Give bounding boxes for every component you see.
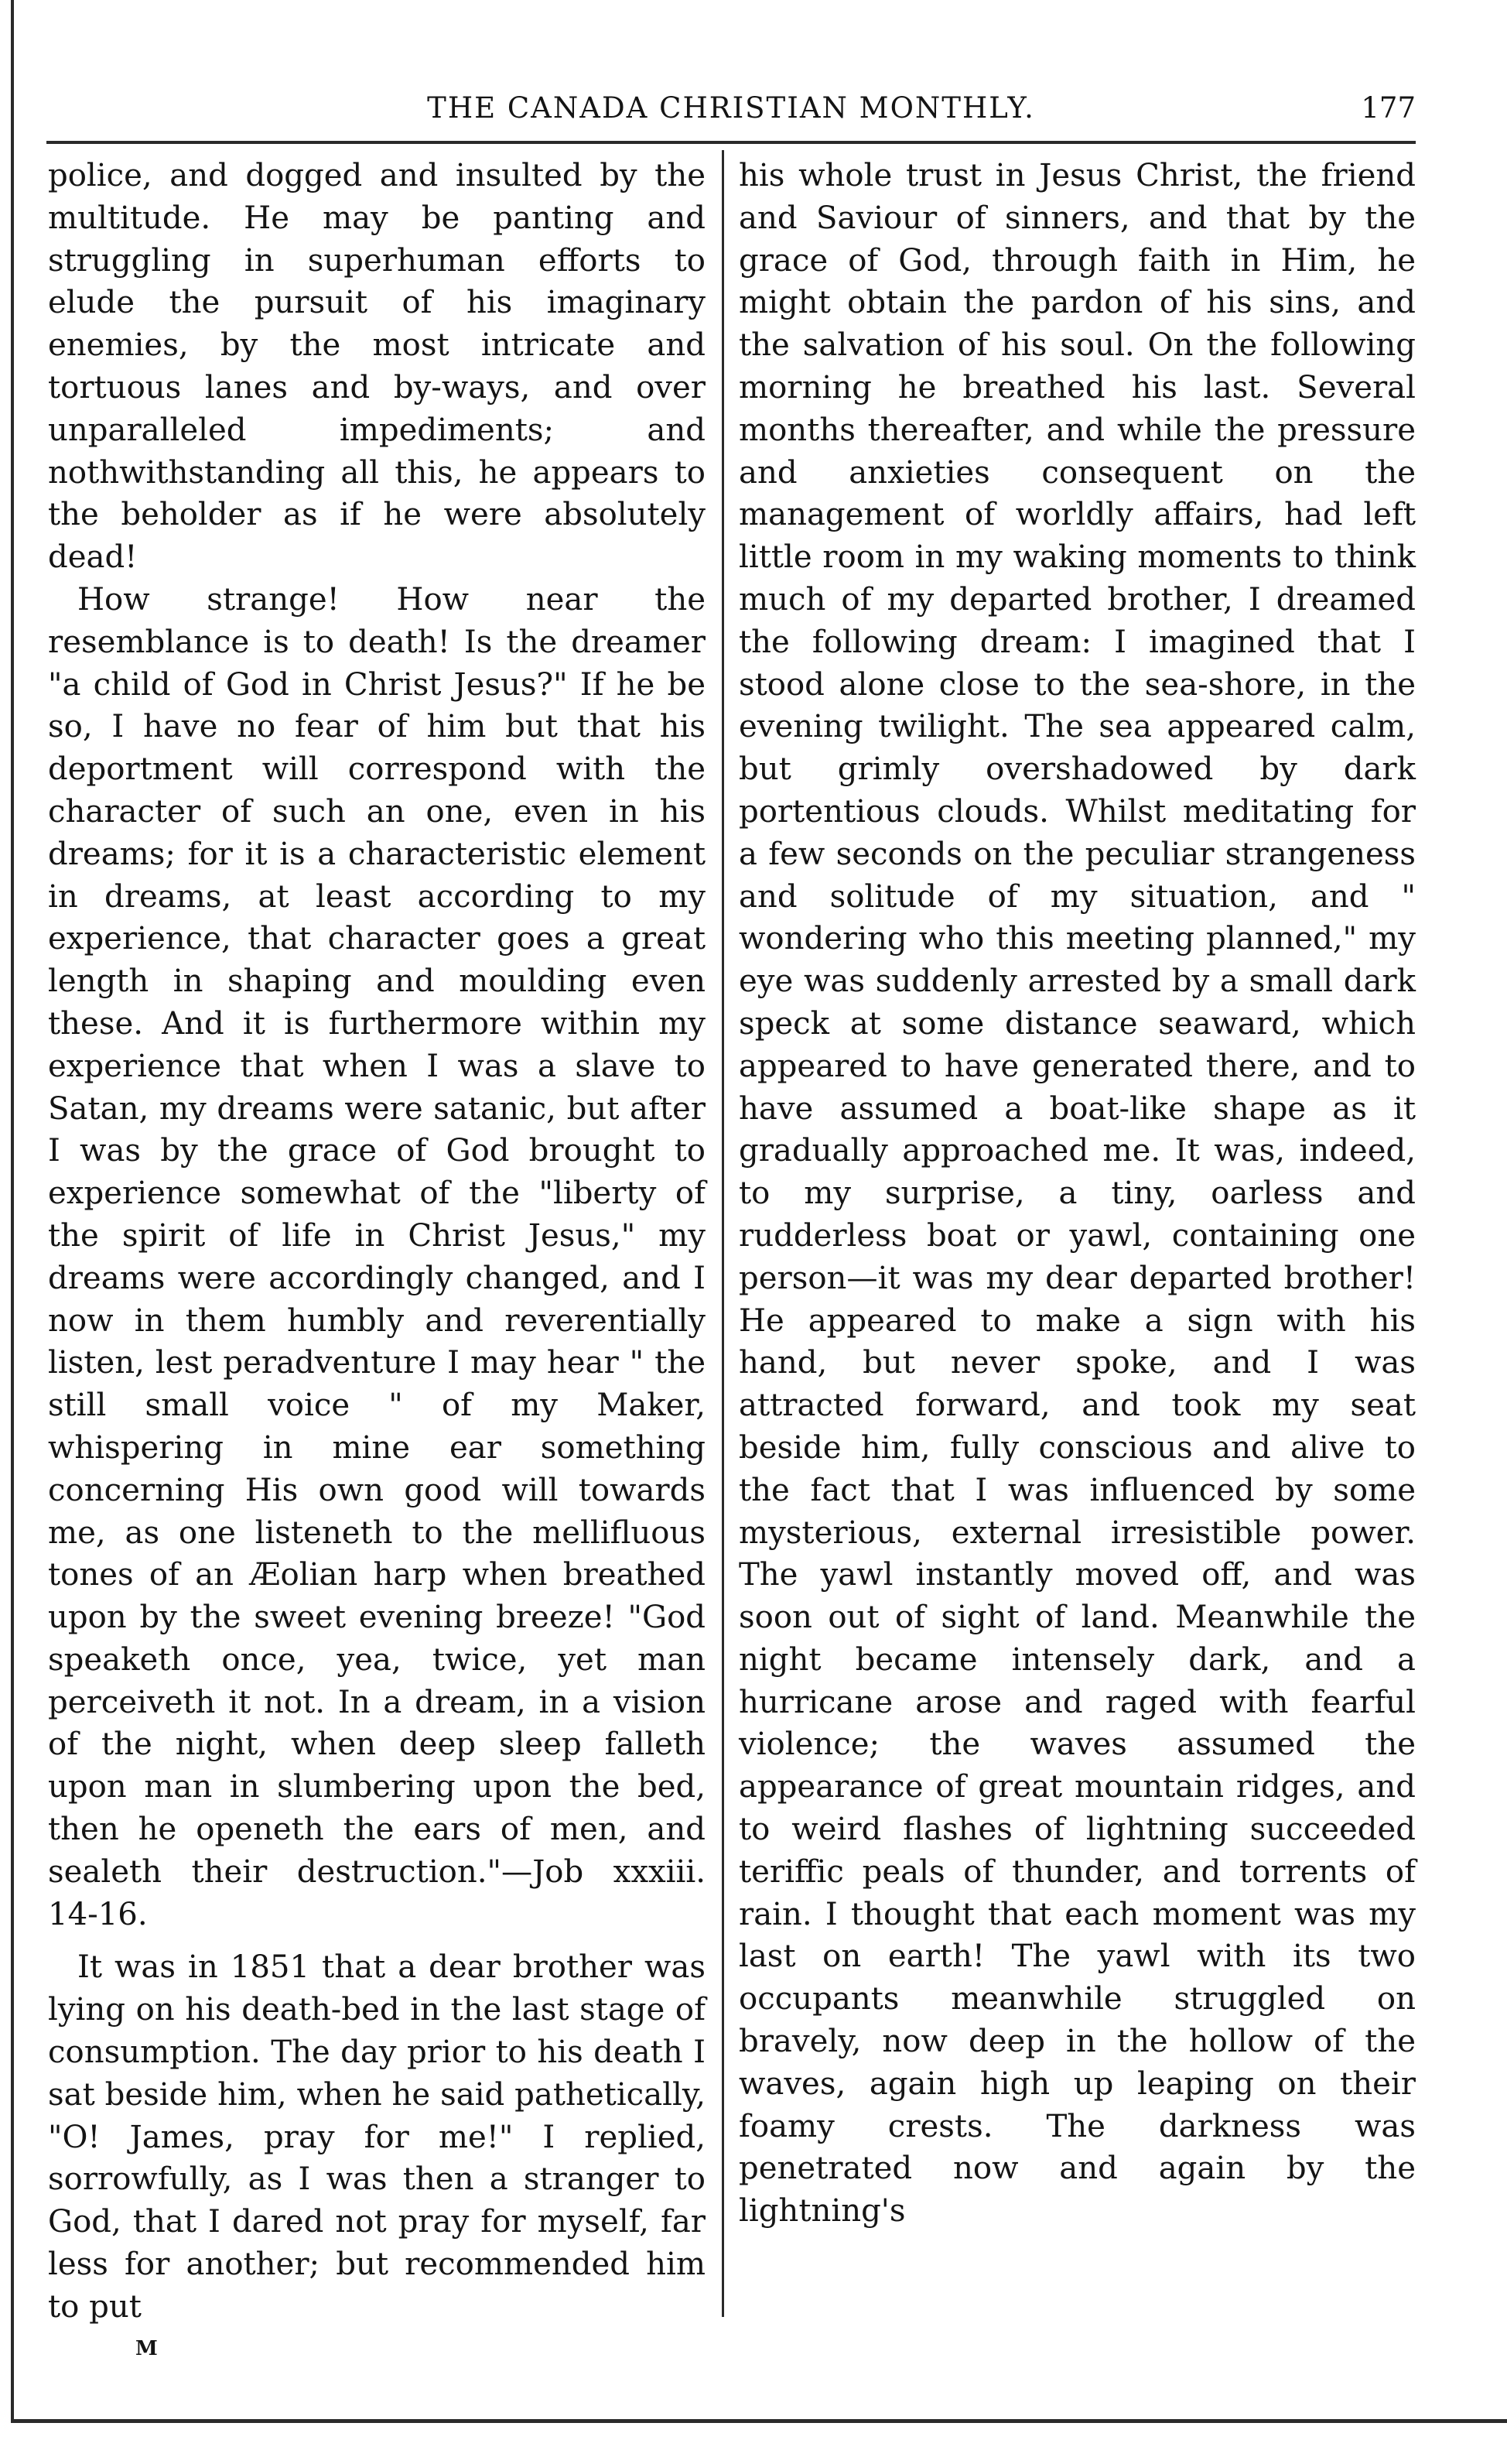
paragraph: his whole trust in Jesus Christ, the friend and Saviour of sinners, and that by the grace of God, through faith in Him, he might obtain the pardon of his sins, and the salvation of his soul. On the following morning he breathed his last. Several months thereafter, and while the pressure and anxieties consequent on the management of worldly affairs, had left little room in my waking moments to think much of my departed brother, I dreamed the following dream: I imagined that I stood alone close to the sea-shore, in the evening twilight. The sea appeared calm, but grimly overshadowed by dark portentious clouds. Whilst meditating for a few seconds on the peculiar strangeness and solitude of my situation, and " wondering who this meeting planned," my eye was suddenly arrested by a small dark speck at some distance seaward, which appeared to have generated there, and to have assumed a boat-like shape as it gradually approached me. It was, indeed, to my surprise, a tiny, oarless and rudderless boat or yawl, containing one person—it was my dear departed brother! He appeared to make a sign with his hand, but never spoke, and I was attracted forward, and took my seat beside him, fully conscious and alive to the fact that I was influenced by some mysterious, external irresistible power. The yawl instantly moved off, and was soon out of sight of land. Meanwhile the night became intensely dark, and a hurricane arose and raged with fearful violence; the waves assumed the appearance of great mountain ridges, and to weird flashes of lightning succeeded teriffic peals of thunder, and torrents of rain. I thought that each moment was my last on earth! The yawl with its two occupants meanwhile struggled on bravely, now deep in the hollow of the waves, again high up leaping on their foamy crests. The darkness was penetrated now and again by the lightning's — [739, 158, 1416, 2230]
page-header — [46, 85, 1416, 132]
signature-mark: M — [135, 2337, 158, 2360]
page-number: 177 — [1361, 91, 1416, 125]
left-column — [48, 155, 706, 2329]
page-bottom-rule — [11, 2419, 1507, 2423]
running-title: THE CANADA CHRISTIAN MONTHLY. — [427, 91, 1035, 125]
column-divider — [722, 150, 724, 2317]
paragraph: How strange! How near the resemblance is to death! Is the dreamer "a child of God in Christ Jesus?" If he be so, I have no fear of him but that his deportment will correspond with the character of such an one, even in his dreams; for it is a characteristic element in dreams, at least according to my experience, that character goes a great length in shaping and moulding even these. And it is furthermore within my experience that when I was a slave to Satan, my dreams were satanic, but after I was by the grace of God brought to experience somewhat of the "liberty of the spirit of life in Christ Jesus," my dreams were accordingly changed, and I now in them humbly and reverentially listen, lest peradventure I may hear " the still small voice " of my Maker, whispering in mine ear something concerning His own good will towards me, as one listeneth to the mellifluous tones of an Æolian harp when breathed upon by the sweet evening breeze! "God speaketh once, yea, twice, yet man perceiveth it not. In a dream, in a vision of the night, when deep sleep falleth upon man in slumbering upon the bed, then he openeth the ears of men, and sealeth their destruction."—Job xxxiii. 14-16. — [48, 581, 706, 1932]
paragraph: police, and dogged and insulted by the multitude. He may be panting and struggling in superhuman efforts to elude the pursuit of his imaginary enemies, by the most intricate and tortuous lanes and by-ways, and over unparalleled impediments; and nothwithstanding all this, he appears to the beholder as if he were absolutely dead! — [48, 158, 706, 576]
header-rule — [46, 141, 1416, 144]
page-edge-rule — [11, 0, 14, 2422]
right-column — [739, 155, 1416, 2233]
paragraph: It was in 1851 that a dear brother was lying on his death-bed in the last stage of consumption. The day prior to his death I sat beside him, when he said pathetically, "O! James, pray for me!" I replied, sorrowfully, as I was then a stranger to God, that I dared not pray for myself, far less for another; but recommended him to put — [48, 1949, 706, 2325]
